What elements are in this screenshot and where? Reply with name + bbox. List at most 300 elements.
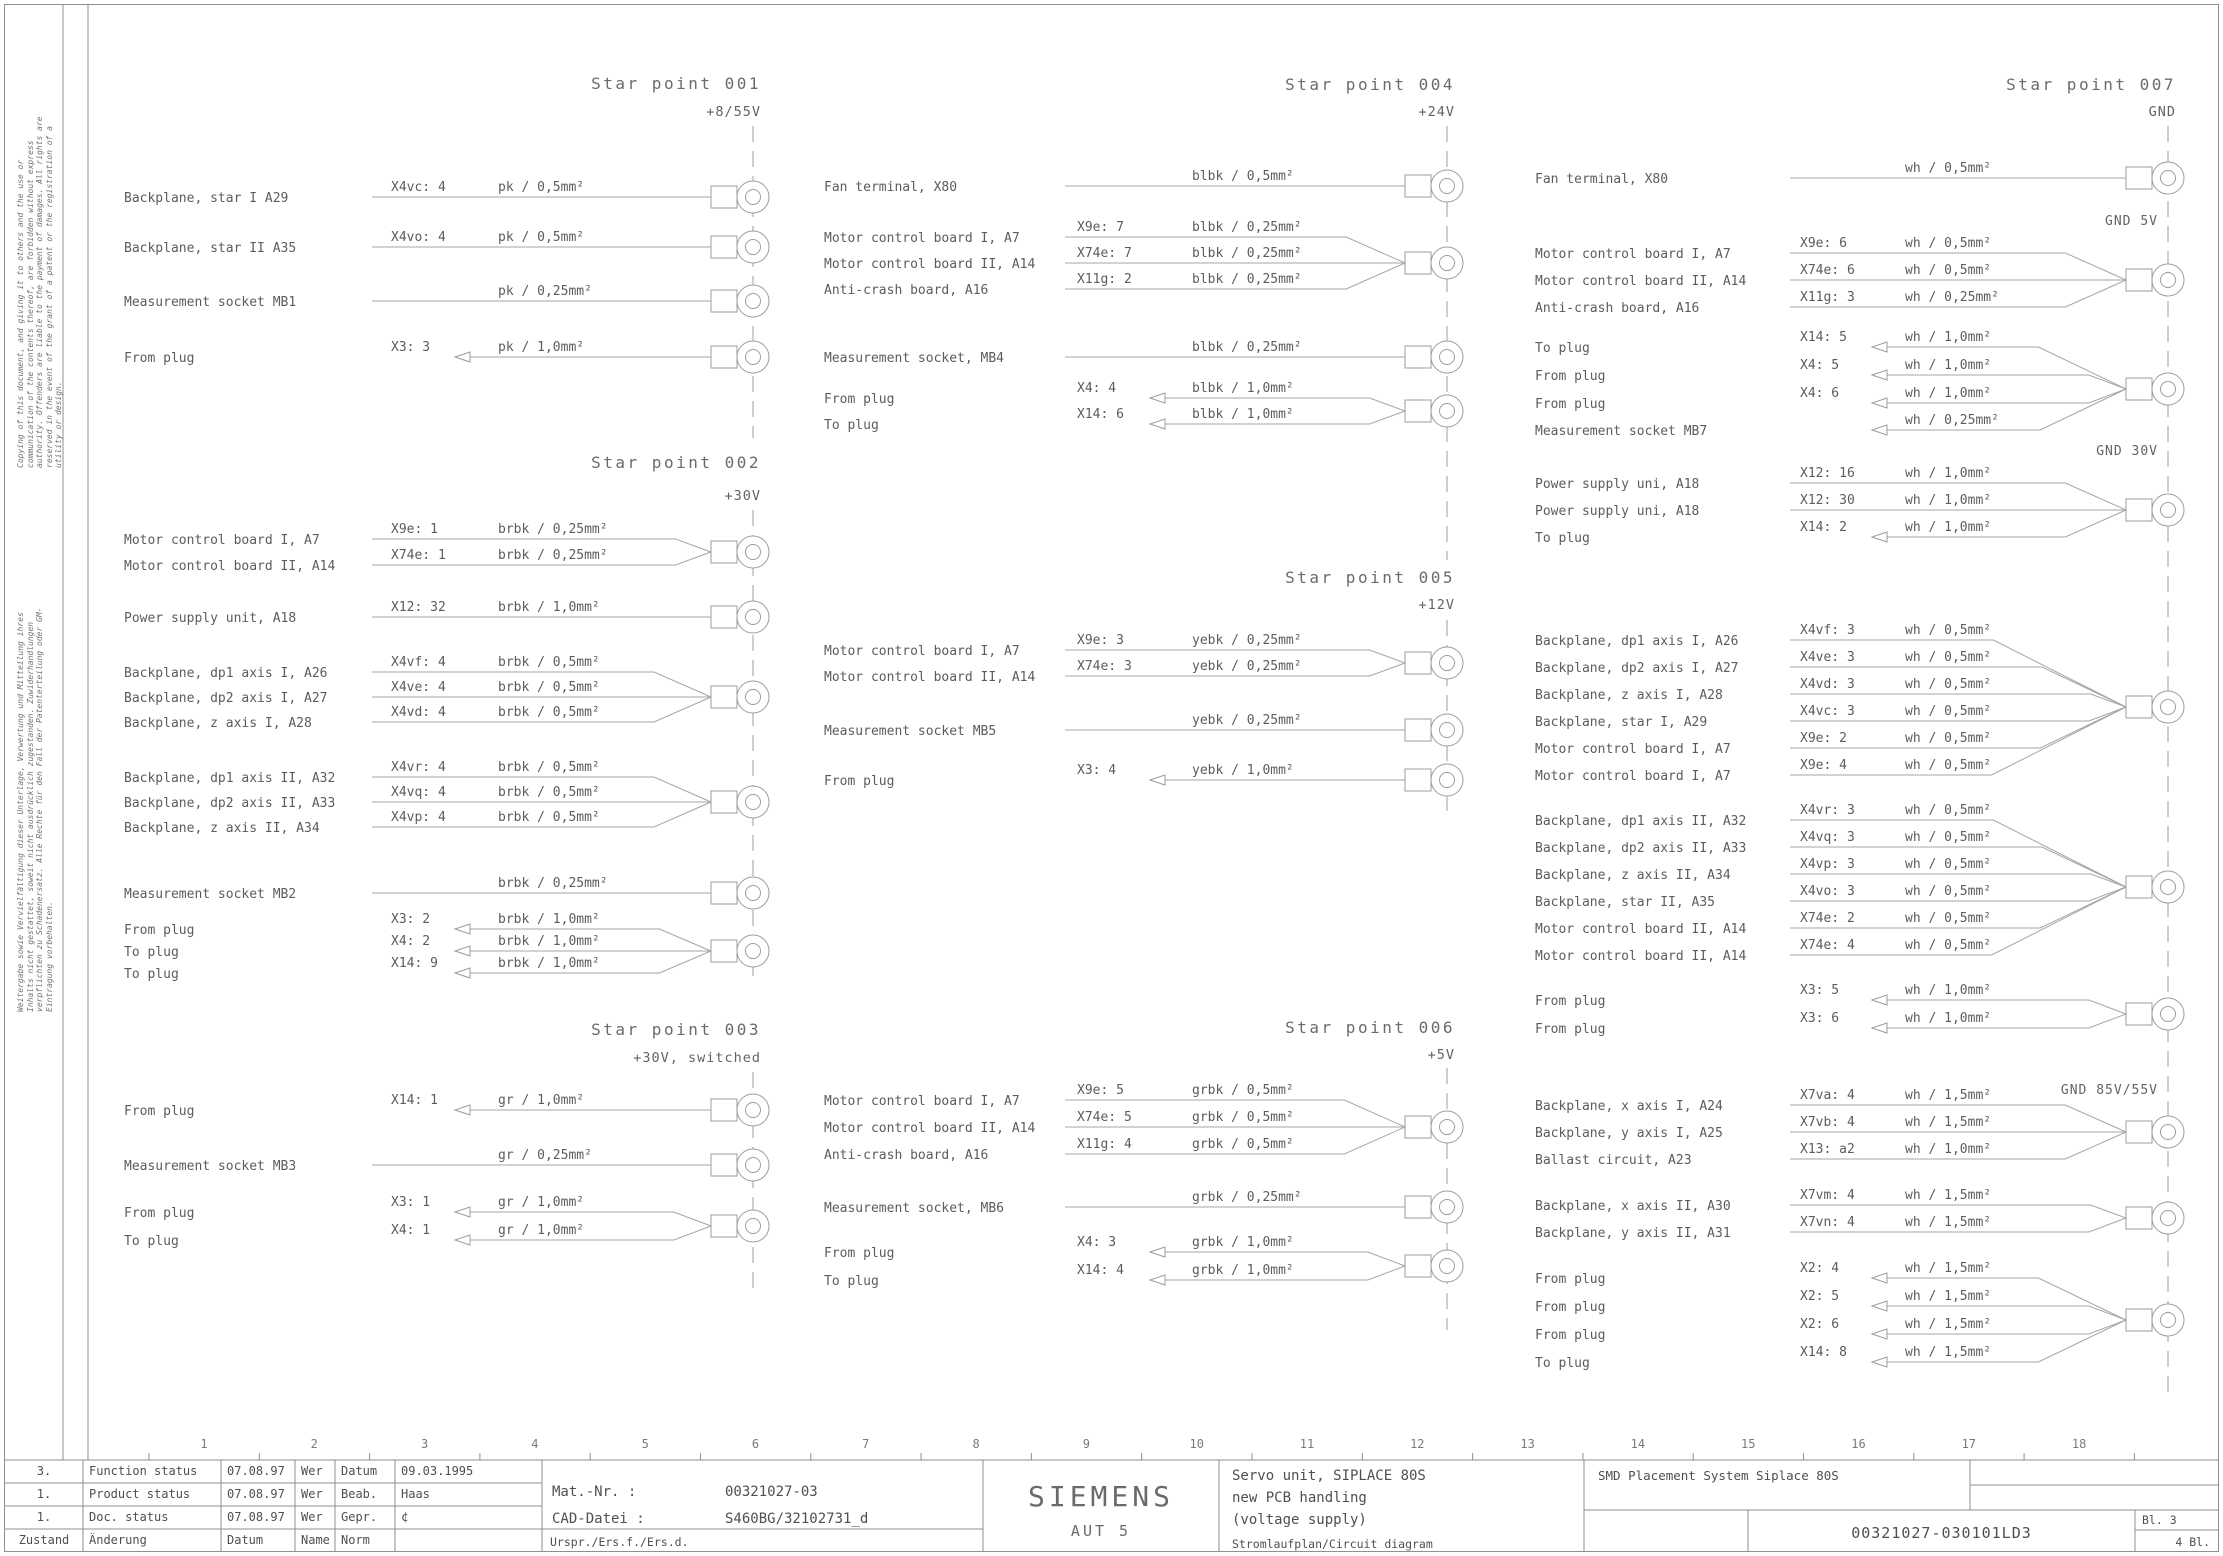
wire-spec-label: pk / 0,5mm² xyxy=(498,180,585,195)
wire-direction-arrow-icon xyxy=(1150,775,1165,785)
star-point-title: Star point 007 xyxy=(2006,75,2176,94)
wire-spec-label: wh / 0,25mm² xyxy=(1905,413,1999,428)
wire-direction-arrow-icon xyxy=(1872,1301,1887,1311)
wire-direction-arrow-icon xyxy=(1150,393,1165,403)
device-label: Measurement socket MB1 xyxy=(124,295,297,310)
grid-column-number: 7 xyxy=(862,1437,870,1451)
drawing-title-line-2: new PCB handling xyxy=(1232,1490,1367,1506)
terminal-lug-square xyxy=(711,1099,737,1121)
wire-spec-label: gr / 0,25mm² xyxy=(498,1148,592,1163)
revision-cell: 1. xyxy=(36,1510,52,1524)
plug-pin-label: X4ve: 4 xyxy=(391,680,446,695)
device-label: Backplane, x axis II, A30 xyxy=(1535,1199,1731,1214)
wire-spec-label: wh / 0,5mm² xyxy=(1905,677,1992,692)
terminal-ring-outer xyxy=(1431,1111,1463,1143)
wire-spec-label: gr / 1,0mm² xyxy=(498,1093,585,1108)
terminal-lug-square xyxy=(2126,1121,2152,1143)
grid-column-number: 4 xyxy=(531,1437,539,1451)
device-label: To plug xyxy=(824,418,879,433)
plug-pin-label: X2: 6 xyxy=(1800,1317,1840,1332)
terminal-lug-square xyxy=(2126,1207,2152,1229)
terminal-ring-outer xyxy=(737,681,769,713)
revision-cell: Zustand xyxy=(18,1533,70,1547)
wire-spec-label: wh / 1,5mm² xyxy=(1905,1215,1992,1230)
plug-pin-label: X4vq: 3 xyxy=(1800,830,1855,845)
grid-column-number: 14 xyxy=(1630,1437,1646,1451)
plug-pin-label: X4vo: 4 xyxy=(391,230,446,245)
wire-direction-arrow-icon xyxy=(1872,1023,1887,1033)
star-point-title: Star point 004 xyxy=(1285,75,1455,94)
wire-spec-label: brbk / 0,5mm² xyxy=(498,760,600,775)
terminal-lug-square xyxy=(711,606,737,628)
device-label: From plug xyxy=(1535,397,1606,412)
terminal-lug-square xyxy=(2126,269,2152,291)
plug-pin-label: X7vb: 4 xyxy=(1800,1115,1855,1130)
cad-file-label: CAD-Datei : xyxy=(552,1511,645,1527)
terminal-lug-square xyxy=(1405,400,1431,422)
wire-spec-label: gr / 1,0mm² xyxy=(498,1223,585,1238)
plug-pin-label: X74e: 4 xyxy=(1800,938,1855,953)
plug-pin-label: X4vq: 4 xyxy=(391,785,446,800)
wire-direction-arrow-icon xyxy=(455,1105,470,1115)
wire-direction-arrow-icon xyxy=(1150,1247,1165,1257)
wire-spec-label: blbk / 1,0mm² xyxy=(1192,407,1294,422)
revision-cell: Wer xyxy=(301,1510,323,1524)
wire-spec-label: grbk / 0,25mm² xyxy=(1192,1190,1302,1205)
plug-pin-label: X3: 2 xyxy=(391,912,431,927)
grid-column-number: 6 xyxy=(751,1437,760,1451)
terminal-ring-outer xyxy=(1431,1250,1463,1282)
plug-pin-label: X9e: 5 xyxy=(1077,1083,1124,1098)
device-label: From plug xyxy=(124,1104,195,1119)
plug-pin-label: X4vo: 3 xyxy=(1800,884,1855,899)
wire-direction-arrow-icon xyxy=(1150,419,1165,429)
plug-pin-label: X14: 4 xyxy=(1077,1263,1124,1278)
revision-cell: Wer xyxy=(301,1464,323,1478)
terminal-lug-square xyxy=(2126,378,2152,400)
wire-direction-arrow-icon xyxy=(1872,342,1887,352)
plug-pin-label: X2: 4 xyxy=(1800,1261,1840,1276)
device-label: Backplane, star II, A35 xyxy=(1535,895,1716,910)
plug-pin-label: X74e: 5 xyxy=(1077,1110,1132,1125)
revision-cell: Beab. xyxy=(341,1487,378,1501)
grid-column-number: 17 xyxy=(1961,1437,1977,1451)
grid-column-number: 9 xyxy=(1082,1437,1091,1451)
wire-spec-label: wh / 0,5mm² xyxy=(1905,704,1992,719)
device-label: From plug xyxy=(124,351,195,366)
terminal-lug-square xyxy=(711,1154,737,1176)
terminal-lug-square xyxy=(1405,652,1431,674)
wire-spec-label: wh / 1,0mm² xyxy=(1905,330,1992,345)
terminal-ring-outer xyxy=(737,341,769,373)
wire-direction-arrow-icon xyxy=(1872,532,1887,542)
revision-cell: 07.08.97 xyxy=(227,1464,285,1478)
terminal-ring-outer xyxy=(737,1210,769,1242)
device-label: Backplane, dp2 axis I, A27 xyxy=(1535,661,1739,676)
wire-spec-label: blbk / 0,25mm² xyxy=(1192,272,1302,287)
wire-spec-label: wh / 0,5mm² xyxy=(1905,236,1992,251)
terminal-lug-square xyxy=(711,236,737,258)
wire-spec-label: brbk / 0,5mm² xyxy=(498,705,600,720)
terminal-ring-outer xyxy=(2152,1116,2184,1148)
wire-spec-label: wh / 0,5mm² xyxy=(1905,803,1992,818)
terminal-lug-square xyxy=(2126,167,2152,189)
revision-cell: Product status xyxy=(89,1487,191,1501)
wire-direction-arrow-icon xyxy=(455,352,470,362)
wire-spec-label: brbk / 0,5mm² xyxy=(498,680,600,695)
wire-direction-arrow-icon xyxy=(455,1235,470,1245)
plug-pin-label: X14: 8 xyxy=(1800,1345,1847,1360)
plug-pin-label: X4vf: 4 xyxy=(391,655,446,670)
terminal-lug-square xyxy=(1405,175,1431,197)
wire-spec-label: wh / 0,5mm² xyxy=(1905,758,1992,773)
device-label: Fan terminal, X80 xyxy=(824,180,958,195)
device-label: From plug xyxy=(124,1206,195,1221)
star-point-voltage-label: +12V xyxy=(1418,597,1455,613)
plug-pin-label: X12: 32 xyxy=(391,600,446,615)
plug-pin-label: X4vc: 4 xyxy=(391,180,446,195)
terminal-ring-outer xyxy=(737,935,769,967)
device-label: Backplane, z axis I, A28 xyxy=(124,716,312,731)
drawing-title-small: Stromlaufplan/Circuit diagram xyxy=(1232,1537,1433,1551)
revision-cell: 1. xyxy=(36,1487,52,1501)
terminal-lug-square xyxy=(2126,876,2152,898)
wire-spec-label: wh / 0,5mm² xyxy=(1905,731,1992,746)
device-label: From plug xyxy=(1535,1328,1606,1343)
terminal-lug-square xyxy=(711,186,737,208)
terminal-ring-outer xyxy=(737,231,769,263)
device-label: Backplane, dp1 axis II, A32 xyxy=(1535,814,1747,829)
terminal-ring-outer xyxy=(737,601,769,633)
plug-pin-label: X11g: 2 xyxy=(1077,272,1132,287)
device-label: Backplane, z axis II, A34 xyxy=(1535,868,1731,883)
plug-pin-label: X7va: 4 xyxy=(1800,1088,1855,1103)
terminal-lug-square xyxy=(2126,1003,2152,1025)
wire-spec-label: wh / 1,0mm² xyxy=(1905,1142,1992,1157)
terminal-lug-square xyxy=(711,290,737,312)
wire-spec-label: wh / 0,5mm² xyxy=(1905,650,1992,665)
wire-spec-label: wh / 1,5mm² xyxy=(1905,1345,1992,1360)
wire-spec-label: blbk / 0,5mm² xyxy=(1192,169,1294,184)
plug-pin-label: X3: 6 xyxy=(1800,1011,1840,1026)
device-label: Backplane, dp1 axis I, A26 xyxy=(1535,634,1739,649)
device-label: From plug xyxy=(1535,1300,1606,1315)
wire-direction-arrow-icon xyxy=(455,924,470,934)
wire-spec-label: wh / 0,5mm² xyxy=(1905,884,1992,899)
device-label: Motor control board I, A7 xyxy=(1535,769,1731,784)
wire-spec-label: wh / 1,5mm² xyxy=(1905,1115,1992,1130)
terminal-ring-outer xyxy=(2152,494,2184,526)
plug-pin-label: X74e: 3 xyxy=(1077,659,1132,674)
device-label: To plug xyxy=(824,1274,879,1289)
wire-spec-label: blbk / 0,25mm² xyxy=(1192,340,1302,355)
wire-spec-label: wh / 1,5mm² xyxy=(1905,1289,1992,1304)
plug-pin-label: X4vr: 4 xyxy=(391,760,446,775)
terminal-ring-outer xyxy=(2152,373,2184,405)
device-label: Motor control board II, A14 xyxy=(824,1121,1036,1136)
wire-spec-label: gr / 1,0mm² xyxy=(498,1195,585,1210)
terminal-ring-outer xyxy=(737,877,769,909)
star-point-voltage-label: +5V xyxy=(1427,1047,1455,1063)
terminal-lug-square xyxy=(711,882,737,904)
device-label: From plug xyxy=(1535,1272,1606,1287)
device-label: Power supply uni, A18 xyxy=(1535,477,1700,492)
wire-direction-arrow-icon xyxy=(1872,398,1887,408)
plug-pin-label: X74e: 7 xyxy=(1077,246,1132,261)
wire-spec-label: brbk / 0,25mm² xyxy=(498,876,608,891)
wire-direction-arrow-icon xyxy=(455,946,470,956)
plug-pin-label: X9e: 2 xyxy=(1800,731,1847,746)
device-label: Ballast circuit, A23 xyxy=(1535,1153,1692,1168)
wire-spec-label: grbk / 0,5mm² xyxy=(1192,1083,1294,1098)
terminal-ring-outer xyxy=(1431,341,1463,373)
plug-pin-label: X12: 16 xyxy=(1800,466,1855,481)
bus-sublabel: GND 5V xyxy=(2105,214,2158,229)
wire-spec-label: pk / 1,0mm² xyxy=(498,340,585,355)
wire-spec-label: wh / 0,5mm² xyxy=(1905,161,1992,176)
wire-spec-label: grbk / 1,0mm² xyxy=(1192,1263,1294,1278)
grid-column-number: 18 xyxy=(2071,1437,2087,1451)
device-label: Backplane, dp2 axis II, A33 xyxy=(124,796,336,811)
plug-pin-label: X3: 1 xyxy=(391,1195,431,1210)
wire-direction-arrow-icon xyxy=(455,1207,470,1217)
revision-cell: Datum xyxy=(341,1464,378,1478)
wire-spec-label: wh / 0,5mm² xyxy=(1905,938,1992,953)
terminal-lug-square xyxy=(2126,1309,2152,1331)
terminal-ring-outer xyxy=(2152,1304,2184,1336)
wire-spec-label: brbk / 0,5mm² xyxy=(498,810,600,825)
origin-note: Urspr./Ers.f./Ers.d. xyxy=(550,1535,689,1549)
device-label: Anti-crash board, A16 xyxy=(1535,301,1700,316)
plug-pin-label: X4: 1 xyxy=(391,1223,431,1238)
terminal-ring-outer xyxy=(1431,764,1463,796)
revision-cell: Norm xyxy=(341,1533,370,1547)
wire-direction-arrow-icon xyxy=(1872,1357,1887,1367)
terminal-ring-outer xyxy=(737,786,769,818)
wire-spec-label: wh / 1,5mm² xyxy=(1905,1317,1992,1332)
plug-pin-label: X4: 3 xyxy=(1077,1235,1117,1250)
cad-file-value: S460BG/32102731_d xyxy=(725,1511,869,1527)
terminal-lug-square xyxy=(711,791,737,813)
revision-cell: Datum xyxy=(227,1533,264,1547)
plug-pin-label: X4ve: 3 xyxy=(1800,650,1855,665)
device-label: From plug xyxy=(1535,1022,1606,1037)
device-label: From plug xyxy=(124,923,195,938)
device-label: From plug xyxy=(824,774,895,789)
star-point-voltage-label: +30V xyxy=(724,488,761,504)
plug-pin-label: X74e: 2 xyxy=(1800,911,1855,926)
device-label: From plug xyxy=(824,392,895,407)
terminal-lug-square xyxy=(711,940,737,962)
terminal-lug-square xyxy=(711,346,737,368)
bus-sublabel: GND 85V/55V xyxy=(2060,1083,2158,1098)
wire-spec-label: wh / 1,0mm² xyxy=(1905,520,1992,535)
terminal-lug-square xyxy=(1405,1196,1431,1218)
terminal-lug-square xyxy=(1405,1255,1431,1277)
star-point-title: Star point 006 xyxy=(1285,1018,1455,1037)
revision-cell: Wer xyxy=(301,1487,323,1501)
wire-spec-label: grbk / 0,5mm² xyxy=(1192,1137,1294,1152)
grid-column-number: 3 xyxy=(420,1437,429,1451)
device-label: Motor control board II, A14 xyxy=(1535,922,1747,937)
device-label: To plug xyxy=(1535,1356,1590,1371)
star-point-voltage-label: GND xyxy=(2148,104,2176,120)
device-label: Motor control board I, A7 xyxy=(824,231,1020,246)
plug-pin-label: X3: 3 xyxy=(391,340,431,355)
wire-spec-label: wh / 1,0mm² xyxy=(1905,983,1992,998)
plug-pin-label: X4: 2 xyxy=(391,934,431,949)
device-label: Backplane, z axis I, A28 xyxy=(1535,688,1723,703)
device-label: Anti-crash board, A16 xyxy=(824,1148,989,1163)
grid-column-number: 1 xyxy=(200,1437,208,1451)
siemens-logo: SIEMENS xyxy=(1027,1480,1174,1513)
plug-pin-label: X4vp: 4 xyxy=(391,810,446,825)
device-label: To plug xyxy=(1535,531,1590,546)
wire-spec-label: brbk / 1,0mm² xyxy=(498,912,600,927)
plug-pin-label: X9e: 7 xyxy=(1077,220,1124,235)
wire-spec-label: wh / 0,5mm² xyxy=(1905,911,1992,926)
plug-pin-label: X4vr: 3 xyxy=(1800,803,1855,818)
revision-cell: 09.03.1995 xyxy=(401,1464,474,1478)
wire-spec-label: brbk / 1,0mm² xyxy=(498,934,600,949)
plug-pin-label: X4: 4 xyxy=(1077,381,1117,396)
device-label: Backplane, x axis I, A24 xyxy=(1535,1099,1723,1114)
revision-cell: Name xyxy=(301,1533,330,1547)
plug-pin-label: X11g: 4 xyxy=(1077,1137,1132,1152)
grid-column-number: 2 xyxy=(310,1437,318,1451)
plug-pin-label: X3: 4 xyxy=(1077,763,1117,778)
wire-spec-label: pk / 0,5mm² xyxy=(498,230,585,245)
bus-sublabel: GND 30V xyxy=(2096,444,2158,459)
revision-cell: Doc. status xyxy=(89,1510,169,1524)
device-label: To plug xyxy=(124,945,179,960)
revision-cell: Haas xyxy=(401,1487,430,1501)
device-label: Anti-crash board, A16 xyxy=(824,283,989,298)
wire-spec-label: grbk / 0,5mm² xyxy=(1192,1110,1294,1125)
device-label: Backplane, dp1 axis I, A26 xyxy=(124,666,328,681)
terminal-lug-square xyxy=(711,1215,737,1237)
wire-spec-label: brbk / 0,5mm² xyxy=(498,785,600,800)
wire-spec-label: pk / 0,25mm² xyxy=(498,284,592,299)
device-label: Motor control board I, A7 xyxy=(824,1094,1020,1109)
device-label: Power supply uni, A18 xyxy=(1535,504,1700,519)
device-label: Motor control board I, A7 xyxy=(1535,247,1731,262)
device-label: From plug xyxy=(1535,369,1606,384)
terminal-ring-outer xyxy=(1431,647,1463,679)
wire-spec-label: grbk / 1,0mm² xyxy=(1192,1235,1294,1250)
wire-spec-label: wh / 1,5mm² xyxy=(1905,1261,1992,1276)
terminal-ring-outer xyxy=(737,1149,769,1181)
plug-pin-label: X4vd: 4 xyxy=(391,705,446,720)
plug-pin-label: X13: a2 xyxy=(1800,1142,1855,1157)
device-label: Motor control board II, A14 xyxy=(1535,274,1747,289)
grid-column-number: 13 xyxy=(1520,1437,1535,1451)
wire-spec-label: brbk / 0,25mm² xyxy=(498,548,608,563)
device-label: Measurement socket MB3 xyxy=(124,1159,297,1174)
brand-subtitle: AUT 5 xyxy=(1070,1522,1132,1540)
revision-cell: 07.08.97 xyxy=(227,1487,285,1501)
terminal-ring-outer xyxy=(1431,170,1463,202)
plug-pin-label: X4: 6 xyxy=(1800,386,1840,401)
device-label: Backplane, dp1 axis II, A32 xyxy=(124,771,336,786)
plug-pin-label: X4vd: 3 xyxy=(1800,677,1855,692)
device-label: Measurement socket, MB6 xyxy=(824,1201,1005,1216)
plug-pin-label: X14: 1 xyxy=(391,1093,438,1108)
device-label: Power supply unit, A18 xyxy=(124,611,297,626)
plug-pin-label: X9e: 4 xyxy=(1800,758,1847,773)
plug-pin-label: X14: 2 xyxy=(1800,520,1847,535)
grid-column-number: 8 xyxy=(972,1437,980,1451)
wire-spec-label: yebk / 1,0mm² xyxy=(1192,763,1294,778)
plug-pin-label: X74e: 1 xyxy=(391,548,446,563)
star-point-voltage-label: +30V, switched xyxy=(633,1050,761,1066)
terminal-ring-outer xyxy=(737,285,769,317)
terminal-lug-square xyxy=(1405,769,1431,791)
plug-pin-label: X7vn: 4 xyxy=(1800,1215,1855,1230)
device-label: Measurement socket MB5 xyxy=(824,724,997,739)
wire-direction-arrow-icon xyxy=(1872,1273,1887,1283)
revision-cell: ¢ xyxy=(401,1510,409,1524)
wire-spec-label: wh / 0,5mm² xyxy=(1905,263,1992,278)
copyright-notice-german: Weitergabe sowie Vervielfältigung dieser Unterlage, Verwertung und Mitteilung ihres Inhalts nicht gestattet, soweit nicht ausdrücklich zugestanden. Zuwiderhandlungen verpflichten zu Schadenersatz. Alle Rechte für den Fall der Patenterteilung oder GM-Eintragung vorbehalten. xyxy=(16,607,54,1012)
device-label: Motor control board II, A14 xyxy=(1535,949,1747,964)
terminal-ring-outer xyxy=(2152,264,2184,296)
terminal-lug-square xyxy=(711,541,737,563)
star-point-voltage-label: +24V xyxy=(1418,104,1455,120)
grid-column-number: 5 xyxy=(641,1437,649,1451)
device-label: Motor control board II, A14 xyxy=(824,670,1036,685)
revision-cell: Function status xyxy=(89,1464,198,1478)
device-label: From plug xyxy=(824,1246,895,1261)
plug-pin-label: X4: 5 xyxy=(1800,358,1840,373)
plug-pin-label: X4vc: 3 xyxy=(1800,704,1855,719)
device-label: Motor control board I, A7 xyxy=(824,644,1020,659)
plug-pin-label: X9e: 6 xyxy=(1800,236,1847,251)
terminal-ring-outer xyxy=(737,536,769,568)
plug-pin-label: X11g: 3 xyxy=(1800,290,1855,305)
wire-spec-label: brbk / 1,0mm² xyxy=(498,956,600,971)
device-label: Backplane, z axis II, A34 xyxy=(124,821,320,836)
star-point-title: Star point 002 xyxy=(591,453,761,472)
terminal-lug-square xyxy=(1405,1116,1431,1138)
plug-pin-label: X9e: 1 xyxy=(391,522,438,537)
terminal-ring-outer xyxy=(737,1094,769,1126)
wire-spec-label: wh / 0,25mm² xyxy=(1905,290,1999,305)
device-label: Measurement socket, MB4 xyxy=(824,351,1005,366)
grid-column-number: 11 xyxy=(1299,1437,1315,1451)
device-label: Measurement socket MB2 xyxy=(124,887,297,902)
terminal-lug-square xyxy=(1405,346,1431,368)
wire-spec-label: yebk / 0,25mm² xyxy=(1192,659,1302,674)
device-label: To plug xyxy=(1535,341,1590,356)
drawing-title-line-1: Servo unit, SIPLACE 80S xyxy=(1232,1468,1426,1484)
plug-pin-label: X4vf: 3 xyxy=(1800,623,1855,638)
wire-spec-label: wh / 0,5mm² xyxy=(1905,623,1992,638)
device-label: Backplane, y axis II, A31 xyxy=(1535,1226,1731,1241)
device-label: Backplane, y axis I, A25 xyxy=(1535,1126,1723,1141)
star-point-voltage-label: +8/55V xyxy=(706,104,761,120)
plug-pin-label: X2: 5 xyxy=(1800,1289,1840,1304)
revision-cell: Änderung xyxy=(89,1533,147,1547)
terminal-ring-outer xyxy=(1431,714,1463,746)
wire-spec-label: wh / 1,5mm² xyxy=(1905,1188,1992,1203)
plug-pin-label: X4vp: 3 xyxy=(1800,857,1855,872)
wire-spec-label: wh / 1,0mm² xyxy=(1905,493,1992,508)
plug-pin-label: X14: 9 xyxy=(391,956,438,971)
device-label: Backplane, star II A35 xyxy=(124,241,297,256)
terminal-lug-square xyxy=(1405,252,1431,274)
terminal-ring-outer xyxy=(2152,998,2184,1030)
